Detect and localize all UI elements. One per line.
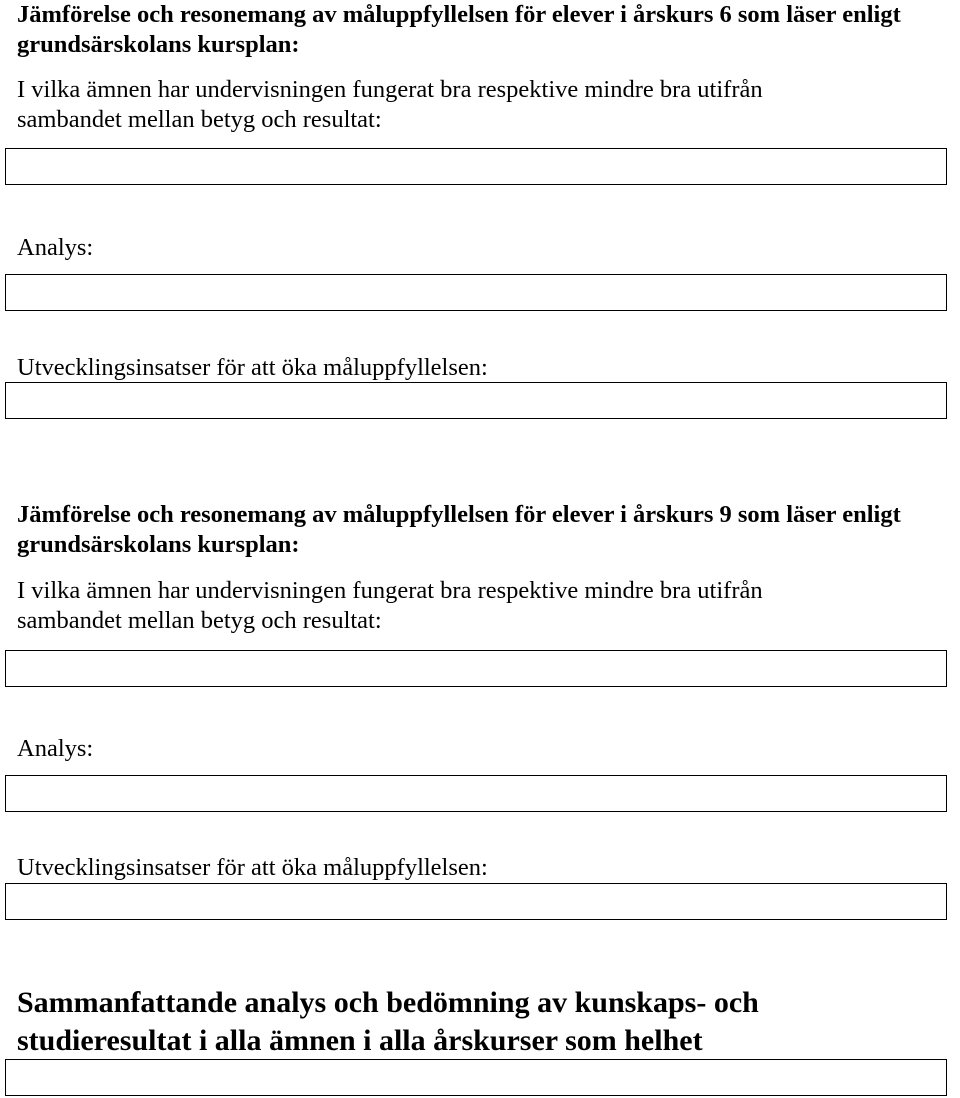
section-9-question [17, 576, 847, 636]
section-6-question-field[interactable] [5, 148, 947, 185]
section-9-question-field[interactable] [5, 650, 947, 687]
section-9-development-label: Utvecklingsinsatser för att öka måluppfyllelsen: [17, 854, 488, 881]
section-6-development-label: Utvecklingsinsatser för att öka måluppfyllelsen: [17, 354, 488, 381]
summary-field[interactable] [5, 1059, 947, 1096]
summary-heading-text: Sammanfattande analys och bedömning av kunskaps- och studieresultat i alla ämnen i alla årskurser som helhet [17, 986, 759, 1057]
section-9-question-text: I vilka ämnen har undervisningen fungerat bra respektive mindre bra utifrån sambandet mellan betyg och resultat: [17, 577, 763, 634]
section-9-analysis-label: Analys: [17, 735, 94, 762]
section-6-heading [17, 0, 917, 60]
section-6-question [17, 75, 847, 135]
section-9-heading-text: Jämförelse och resonemang av måluppfyllelsen för elever i årskurs 9 som läser enligt grundsärskolans kursplan: [17, 501, 901, 558]
section-9-analysis-field[interactable] [5, 775, 947, 812]
summary-heading [17, 984, 877, 1060]
section-9-heading [17, 500, 917, 560]
section-9-development-field[interactable] [5, 883, 947, 920]
section-6-heading-text: Jämförelse och resonemang av måluppfyllelsen för elever i årskurs 6 som läser enligt grundsärskolans kursplan: [17, 1, 901, 58]
section-6-analysis-label: Analys: [17, 234, 94, 261]
section-6-question-text: I vilka ämnen har undervisningen fungerat bra respektive mindre bra utifrån sambandet mellan betyg och resultat: [17, 76, 763, 133]
section-6-analysis-field[interactable] [5, 274, 947, 311]
section-6-development-field[interactable] [5, 382, 947, 419]
